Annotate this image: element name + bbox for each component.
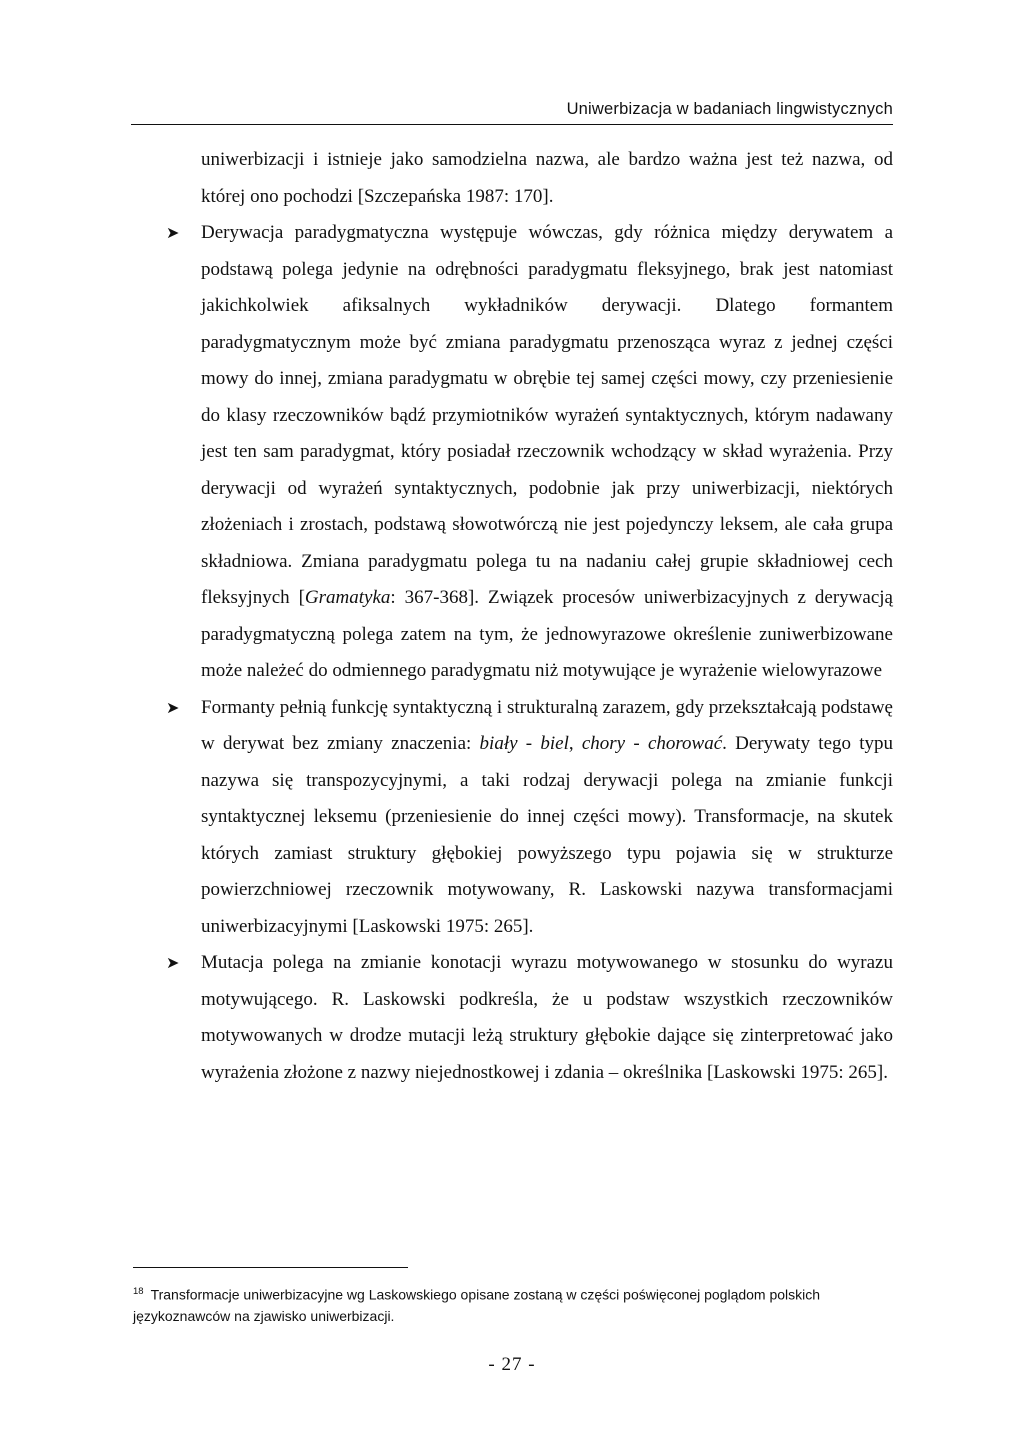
arrow-bullet-icon: ➤ [166,223,180,242]
bullet-formants [166,690,894,946]
bullet-text-part: Formanty pełnią funkcję syntaktyczną i strukturalną zarazem, gdy przekształcają podstawę w derywat bez zmiany znaczenia: [201,696,893,754]
arrow-bullet-icon: ➤ [166,953,180,972]
footnote-text: Transformacje uniwerbizacyjne wg Laskowskiego opisane zostaną w części poświęconej poglądom polskich językoznawców na zjawisko uniwerbizacji. [133,1286,821,1324]
bullet-paradigmatic-derivation [166,215,893,690]
header-rule [131,124,893,125]
example-separator: , [568,733,582,754]
example-word: chory [581,733,626,754]
example-separator: - [517,733,541,754]
example-word: chorować [647,733,723,754]
body-text [166,142,894,1091]
page-number: - 27 - [488,1354,536,1375]
footnote-rule [133,1267,408,1268]
running-header: Uniwerbizacja w badaniach lingwistycznych [566,100,893,118]
bullet-text-part: . Derywaty tego typu nazywa się transpozycyjnymi, a taki rodzaj derywacji polega na zmianie funkcji syntaktycznej leksemu (przeniesienie do innej części mowy). Transformacje, na skutek których zamiast struktury głębokiej powyższego typu pojawia się w strukturze powierzchniowej rzeczownik motywowany, R. Laskowski nazywa transformacjami uniwerbizacyjnymi [Laskowski 1975: 265]. [201,733,894,937]
bullet-text-part: Mutacja polega na zmianie konotacji wyrazu motywowanego w stosunku do wyrazu motywującego. R. Laskowski podkreśla, że u podstaw wszystkich rzeczowników motywowanych w drodze mutacji leżą struktury głębokie dające się zinterpretować jako wyrażenia złożone z nazwy niejednostkowej i zdania – określnika [Laskowski 1975: 265]. [201,952,893,1083]
bullet-text-part: : 367-368]. Związek procesów uniwerbizacyjnych z derywacją paradygmatyczną polega zatem na tym, że jednowyrazowe określenie zuniwerbizowane może należeć do odmiennego paradygmatu niż motywujące je wyrażenie wielowyrazowe [201,587,893,681]
footnote-number: 18 [133,1286,144,1297]
example-word: biały [479,733,518,754]
footnote [133,1281,873,1327]
bullet-text-part: Derywacja paradygmatyczna występuje wówczas, gdy różnica między derywatem a podstawą polega jedynie na odrębności paradygmatu fleksyjnego, brak jest natomiast jakichkolwiek afiksalnych wykładników derywacji. Dlatego formantem paradygmatycznym może być zmiana paradygmatu przenosząca wyraz z jednej części mowy do innej, zmiana paradygmatu w obrębie tej samej części mowy, czy przeniesienie do klasy rzeczowników bądź przymiotników wyrażeń syntaktycznych, którym nadawany jest ten sam paradygmat, który posiadał rzeczownik wchodzący w skład wyrażenia. Przy derywacji od wyrażeń syntaktycznych, podobnie jak przy uniwerbizacji, niektórych złożeniach i zrostach, podstawą słowotwórczą nie jest pojedynczy leksem, ale cała grupa składniowa. Zmiana paradygmatu polega tu na nadaniu całej grupie składniowej cech fleksyjnych [ [201,222,893,608]
arrow-bullet-icon: ➤ [166,697,180,717]
example-word: biel [540,733,569,754]
intro-paragraph: uniwerbizacji i istnieje jako samodzielna nazwa, ale bardzo ważna jest też nazwa, od której ono pochodzi [Szczepańska 1987: 170]. [201,149,893,207]
citation-title: Gramatyka [304,587,391,608]
bullet-mutation [166,945,893,1091]
example-separator: - [625,733,648,754]
